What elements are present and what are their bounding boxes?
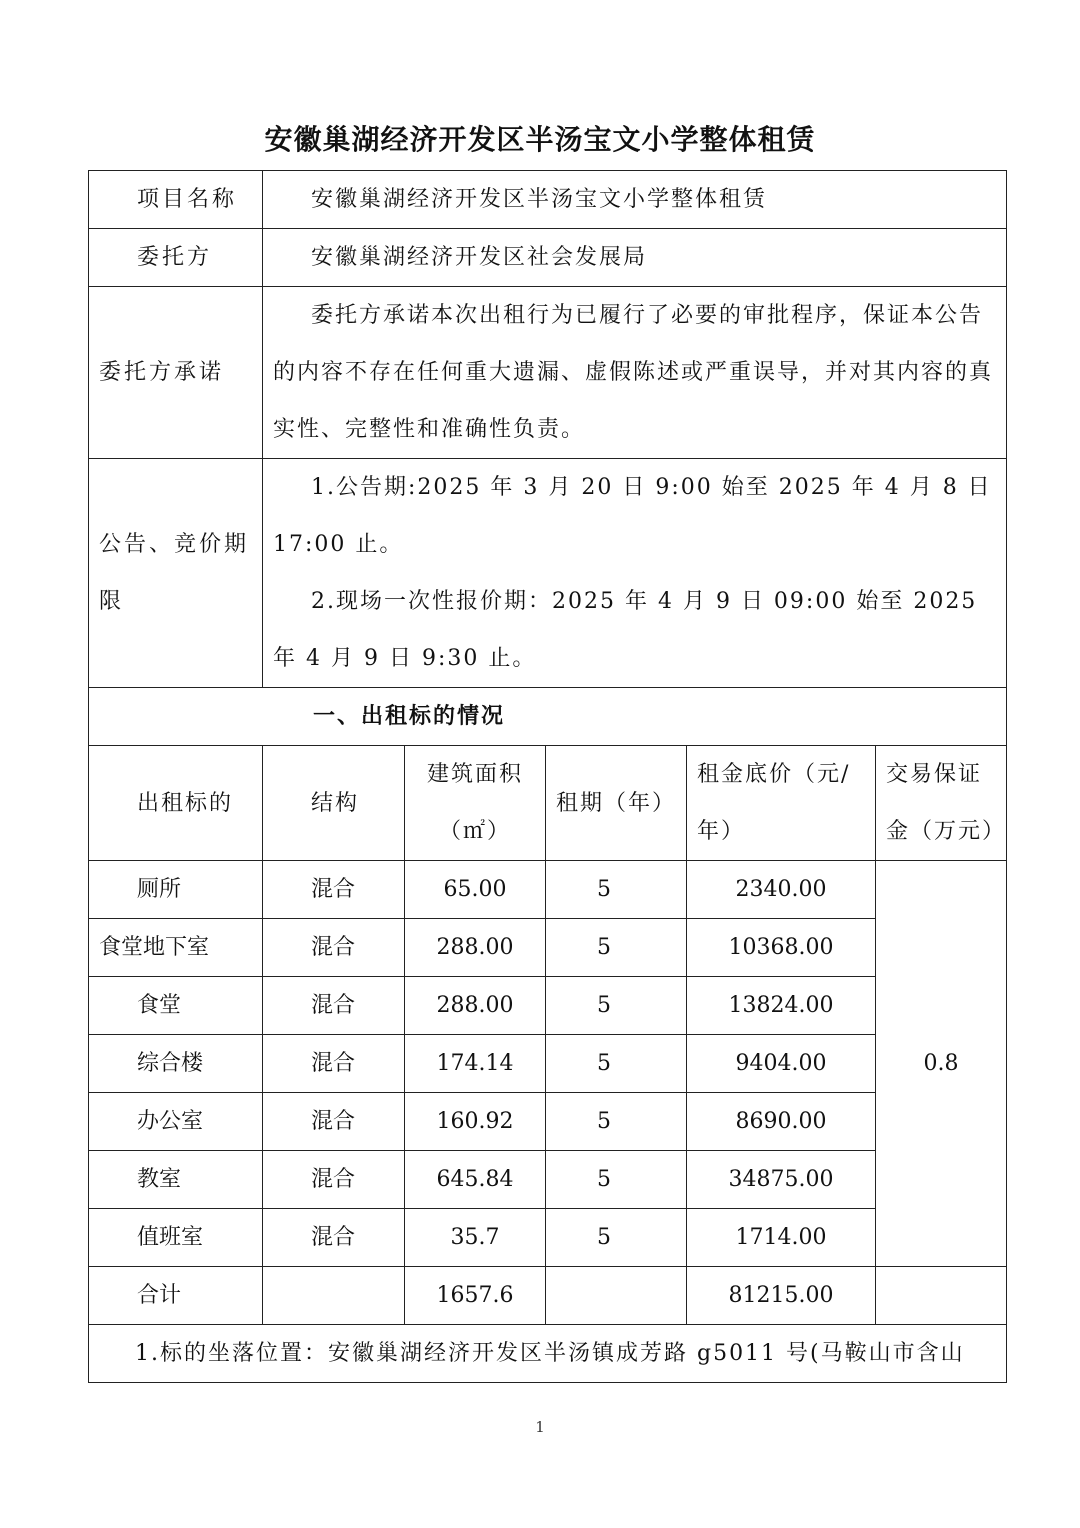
section-row	[89, 688, 1007, 746]
period-item-1: 1.公告期:2025 年 3 月 20 日 9:00 始至 2025 年 4 月 8 日 17:00 止。	[273, 475, 992, 557]
row-rent: 1714.00	[687, 1209, 876, 1267]
header-structure: 结构	[263, 746, 405, 861]
table-row	[89, 1035, 1007, 1093]
total-area: 1657.6	[405, 1267, 546, 1325]
row-rent: 9404.00	[687, 1035, 876, 1093]
promise-cell	[263, 287, 1007, 459]
row-structure: 混合	[263, 977, 405, 1035]
row-area: 288.00	[405, 977, 546, 1035]
total-row	[89, 1267, 1007, 1325]
project-name-label: 项目名称	[89, 171, 263, 229]
table-row	[89, 977, 1007, 1035]
row-term: 5	[546, 977, 687, 1035]
row-term: 5	[546, 1035, 687, 1093]
row-term: 5	[546, 1151, 687, 1209]
row-term: 5	[546, 1209, 687, 1267]
header-area: 建筑面积（㎡）	[405, 746, 546, 861]
header-term: 租期（年）	[546, 746, 687, 861]
row-object: 综合楼	[89, 1035, 263, 1093]
row-area: 288.00	[405, 919, 546, 977]
total-term-empty	[546, 1267, 687, 1325]
lease-header-row	[89, 746, 1007, 861]
row-area: 35.7	[405, 1209, 546, 1267]
row-object: 教室	[89, 1151, 263, 1209]
client-row	[89, 229, 1007, 287]
location-row	[89, 1325, 1007, 1383]
project-name-value: 安徽巢湖经济开发区半汤宝文小学整体租赁	[263, 171, 1007, 229]
page-number: 1	[535, 1418, 545, 1436]
row-rent: 13824.00	[687, 977, 876, 1035]
total-label: 合计	[89, 1267, 263, 1325]
row-structure: 混合	[263, 1093, 405, 1151]
row-structure: 混合	[263, 1209, 405, 1267]
lease-announcement-table	[88, 170, 1007, 1383]
row-rent: 2340.00	[687, 861, 876, 919]
table-row	[89, 919, 1007, 977]
total-deposit-empty	[876, 1267, 1007, 1325]
row-rent: 10368.00	[687, 919, 876, 977]
row-object: 办公室	[89, 1093, 263, 1151]
period-row	[89, 459, 1007, 688]
row-structure: 混合	[263, 919, 405, 977]
period-label: 公告、竞价期限	[89, 459, 263, 688]
row-object: 厕所	[89, 861, 263, 919]
row-object: 值班室	[89, 1209, 263, 1267]
promise-row	[89, 287, 1007, 459]
deposit-value: 0.8	[876, 861, 1007, 1267]
period-item-2: 2.现场一次性报价期：2025 年 4 月 9 日 09:00 始至 2025 年 4 月 9 日 9:30 止。	[273, 589, 978, 671]
row-term: 5	[546, 1093, 687, 1151]
table-row	[89, 861, 1007, 919]
document-title: 安徽巢湖经济开发区半汤宝文小学整体租赁	[264, 123, 816, 156]
project-name-row	[89, 171, 1007, 229]
row-area: 174.14	[405, 1035, 546, 1093]
table-row	[89, 1209, 1007, 1267]
header-object: 出租标的	[89, 746, 263, 861]
promise-text: 委托方承诺本次出租行为已履行了必要的审批程序，保证本公告的内容不存在任何重大遗漏、虚假陈述或严重误导，并对其内容的真实性、完整性和准确性负责。	[273, 303, 994, 442]
row-area: 645.84	[405, 1151, 546, 1209]
table-row	[89, 1151, 1007, 1209]
row-structure: 混合	[263, 1151, 405, 1209]
row-term: 5	[546, 861, 687, 919]
client-value: 安徽巢湖经济开发区社会发展局	[263, 229, 1007, 287]
location-line: 1.标的坐落位置：安徽巢湖经济开发区半汤镇成芳路 g5011 号(马鞍山市含山	[89, 1325, 1007, 1383]
period-cell	[263, 459, 1007, 688]
row-structure: 混合	[263, 861, 405, 919]
row-area: 160.92	[405, 1093, 546, 1151]
row-rent: 34875.00	[687, 1151, 876, 1209]
header-deposit: 交易保证金（万元）	[876, 746, 1007, 861]
client-label: 委托方	[89, 229, 263, 287]
table-row	[89, 1093, 1007, 1151]
row-object: 食堂地下室	[89, 919, 263, 977]
row-object: 食堂	[89, 977, 263, 1035]
section-heading: 一、出租标的情况	[89, 688, 1007, 746]
row-area: 65.00	[405, 861, 546, 919]
total-rent: 81215.00	[687, 1267, 876, 1325]
row-structure: 混合	[263, 1035, 405, 1093]
total-structure-empty	[263, 1267, 405, 1325]
header-rent: 租金底价（元/年）	[687, 746, 876, 861]
row-term: 5	[546, 919, 687, 977]
row-rent: 8690.00	[687, 1093, 876, 1151]
promise-label: 委托方承诺	[89, 287, 263, 459]
